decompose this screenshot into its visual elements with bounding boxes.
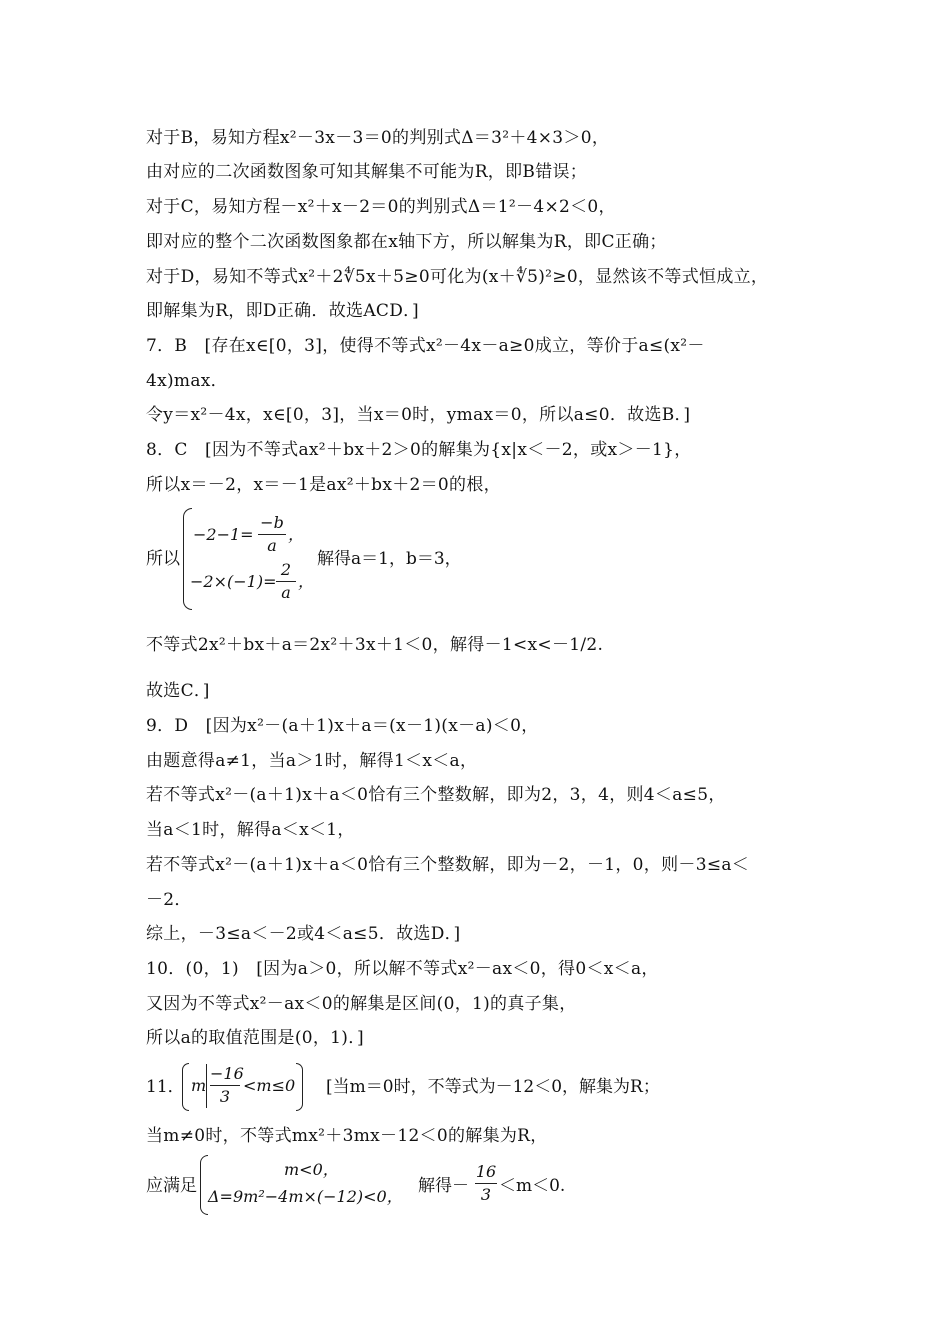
text-line: 若不等式x²－(a＋1)x＋a＜0恰有三个整数解，即为2，3，4，则4＜a≤5， xyxy=(146,785,726,805)
q8-eq2-tail: ， xyxy=(298,572,315,591)
text-line: 综上，－3≤a＜－2或4＜a≤5．故选D．] xyxy=(146,924,461,944)
q11-result-numerator: 16 xyxy=(475,1162,497,1181)
q11-result-prefix: 解得－ xyxy=(418,1176,469,1196)
text-line: 对于B，易知方程x²－3x－3＝0的判别式Δ＝3²＋4×3＞0， xyxy=(146,128,610,148)
text-line: 不等式2x²＋bx＋a＝2x²＋3x＋1＜0，解得－1<x<－1/2. xyxy=(146,635,604,655)
text-line: 4x)max． xyxy=(146,371,228,391)
text-line: 对于C，易知方程－x²＋x－2＝0的判别式Δ＝1²－4×2＜0， xyxy=(146,197,616,217)
fraction-bar xyxy=(210,1085,240,1086)
q8-eq2-denominator: a xyxy=(281,583,291,602)
q8-eq1-numerator: −b xyxy=(260,513,284,532)
q11-set-variable: m xyxy=(191,1076,207,1095)
text-line: 由对应的二次函数图象可知其解集不可能为R，即B错误； xyxy=(146,162,588,182)
text-line: 由题意得a≠1，当a＞1时，解得1＜x＜a， xyxy=(146,751,478,771)
fraction-bar xyxy=(258,534,286,535)
text-line: 9．D [因为x²－(a＋1)x＋a＝(x－1)(x－a)＜0， xyxy=(146,716,539,736)
text-line: 10．(0，1) [因为a＞0，所以解不等式x²－ax＜0，得0＜x＜a， xyxy=(146,959,659,979)
q11-result-tail: ＜m＜0. xyxy=(499,1176,566,1196)
fraction-bar xyxy=(475,1183,497,1184)
text-line: 又因为不等式x²－ax＜0的解集是区间(0，1)的真子集， xyxy=(146,994,577,1014)
q11-text: [当m＝0时，不等式为－12＜0，解集为R； xyxy=(326,1077,660,1097)
text-line: 所以x＝－2，x＝－1是ax²＋bx＋2＝0的根， xyxy=(146,475,501,495)
q11-number: 11． xyxy=(146,1077,185,1097)
left-brace xyxy=(182,1063,189,1111)
text-line: 8．C [因为不等式ax²＋bx＋2＞0的解集为{x|x＜－2，或x＞－1}， xyxy=(146,440,692,460)
text-line: 当a＜1时，解得a＜x＜1， xyxy=(146,820,355,840)
q8-system-result: 解得a＝1，b＝3， xyxy=(317,549,462,569)
q11-result-denominator: 3 xyxy=(480,1185,492,1204)
q11-set-tail: <m≤0 xyxy=(243,1076,296,1095)
text-line: 即对应的整个二次函数图象都在x轴下方，所以解集为R，即C正确； xyxy=(146,232,667,252)
text-line: 对于D，易知不等式x²＋2∜5x＋5≥0可化为(x＋∜5)²≥0，显然该不等式恒成立， xyxy=(146,267,769,287)
left-brace xyxy=(183,508,192,610)
text-line: 令y＝x²－4x，x∈[0，3]，当x＝0时，ymax＝0，所以a≤0．故选B．] xyxy=(146,405,691,425)
left-brace xyxy=(200,1155,208,1215)
set-divider xyxy=(206,1064,207,1108)
text-line: 即解集为R，即D正确．故选ACD．] xyxy=(146,301,419,321)
q11-set-denominator: 3 xyxy=(219,1087,231,1106)
fraction-bar xyxy=(276,581,296,582)
q8-eq2-left: −2×(−1)= xyxy=(190,572,277,591)
text-line: 若不等式x²－(a＋1)x＋a＜0恰有三个整数解，即为－2，－1，0，则－3≤a＜ xyxy=(146,855,750,875)
q11-cond-1: m<0， xyxy=(284,1160,339,1179)
text-line: 7．B [存在x∈[0，3]，使得不等式x²－4x－a≥0成立，等价于a≤(x²－ xyxy=(146,336,705,356)
q11-cond-2: Δ=9m²−4m×(−12)<0， xyxy=(208,1187,403,1206)
q11-set-numerator: −16 xyxy=(210,1064,244,1083)
q8-eq1-left: −2−1= xyxy=(193,525,254,544)
text-line: 当m≠0时，不等式mx²＋3mx－12＜0的解集为R， xyxy=(146,1126,548,1146)
q11-cond-prefix: 应满足 xyxy=(146,1176,197,1196)
text-line: －2． xyxy=(146,890,192,910)
q8-system-prefix: 所以 xyxy=(146,549,180,569)
q8-eq2-numerator: 2 xyxy=(280,560,292,579)
q8-eq1-denominator: a xyxy=(267,536,277,555)
q8-eq1-tail: ， xyxy=(288,525,305,544)
text-line: 故选C．] xyxy=(146,681,210,701)
text-line: 所以a的取值范围是(0，1)．] xyxy=(146,1028,364,1048)
right-brace xyxy=(296,1063,303,1111)
